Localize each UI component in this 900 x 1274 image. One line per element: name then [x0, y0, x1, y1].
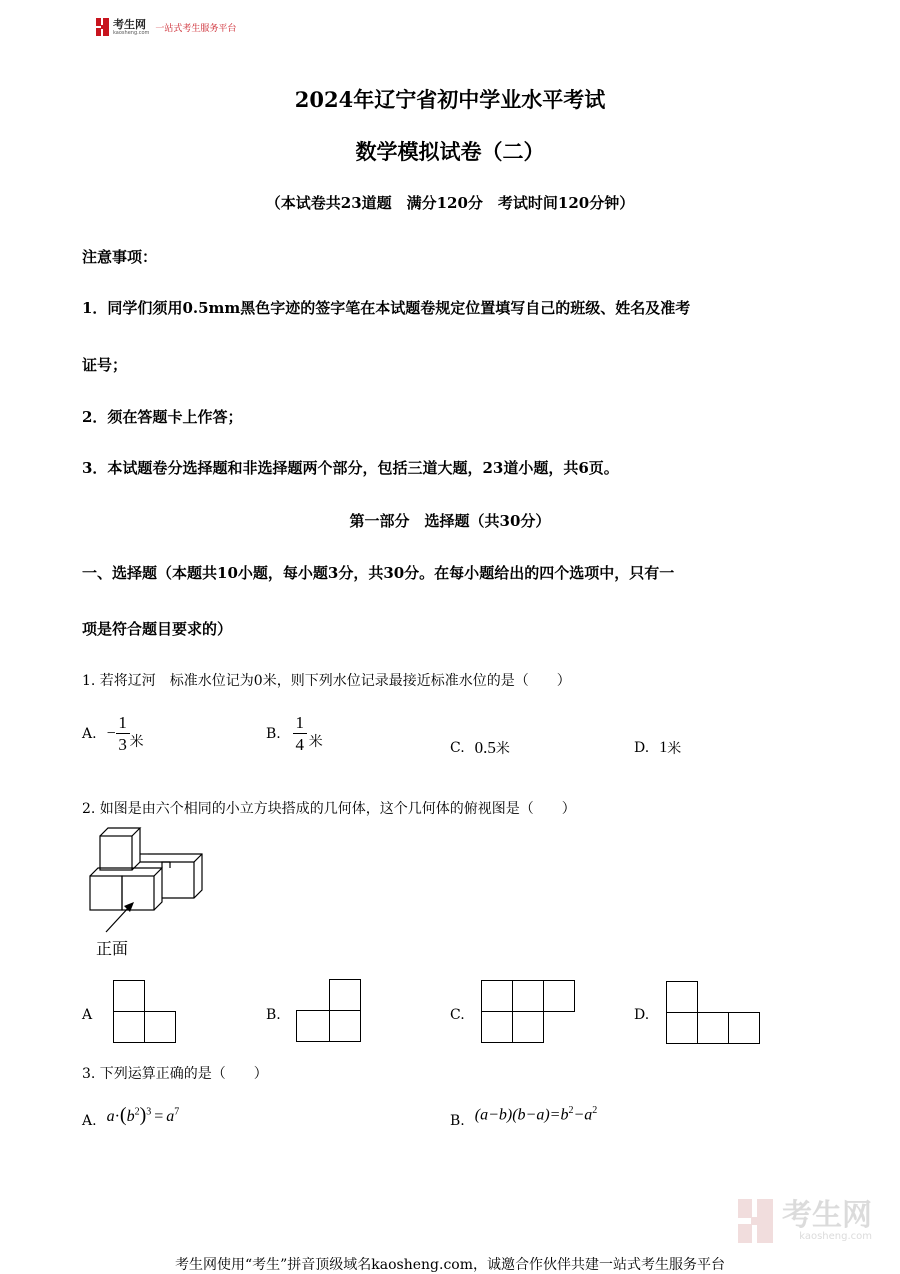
q1-option-a[interactable] — [82, 714, 144, 753]
q2-option-b-view[interactable] — [296, 979, 362, 1043]
grid-cell — [113, 980, 145, 1012]
q2-d-label[interactable]: D. — [634, 1007, 650, 1023]
page-title: 2024年辽宁省初中学业水平考试 — [294, 87, 606, 112]
exam-info: （本试卷共23道题 满分120分 考试时间120分钟） — [265, 194, 635, 212]
q2-c-label[interactable]: C. — [450, 1007, 465, 1023]
q2-stem: 2. 如图是由六个相同的小立方块搭成的几何体，这个几何体的俯视图是（ ） — [82, 801, 576, 817]
q3-option-b[interactable] — [450, 1100, 597, 1130]
q3-b-expr — [475, 1105, 598, 1124]
grid-cell — [697, 1012, 729, 1044]
bottom-cube-2-side — [154, 868, 162, 910]
grid-cell — [512, 1011, 544, 1043]
q1-a-label: A. — [82, 725, 97, 742]
header-logo[interactable] — [96, 18, 236, 36]
q1-c-value: 0.5 — [474, 738, 496, 757]
section1-instructions-cont: 项是符合题目要求的） — [82, 620, 233, 638]
q1-c-unit: 米 — [495, 741, 510, 757]
exp-outer: 3 — [146, 1106, 152, 1118]
q2-b-label[interactable]: B. — [266, 1007, 281, 1023]
page-subtitle: 数学模拟试卷（二） — [355, 139, 545, 164]
top-cube-front — [100, 836, 132, 870]
q1-a-unit: 米 — [129, 734, 144, 750]
q3-stem: 3. 下列运算正确的是（ ） — [82, 1066, 268, 1082]
page-footer: 考生网使用“考生”拼音顶级域名kaosheng.com，诚邀合作伙伴共建一站式考生服务平台 — [174, 1257, 726, 1273]
grid-cell — [666, 1012, 698, 1044]
watermark-name: 考生网 — [782, 1197, 872, 1233]
grid-cell — [512, 980, 544, 1012]
exp-2: 2 — [592, 1105, 598, 1117]
q1-b-label: B. — [266, 725, 281, 742]
var-b: b — [126, 1107, 135, 1125]
q1-d-value: 1 — [659, 739, 668, 756]
q1-b-unit: 米 — [308, 734, 323, 750]
exp-inner: 2 — [134, 1106, 140, 1118]
grid-cell — [666, 981, 698, 1013]
grid-cell — [329, 1010, 361, 1042]
grid-cell — [329, 979, 361, 1011]
q3-b-label: B. — [450, 1113, 465, 1129]
grid-cell — [728, 1012, 760, 1044]
q1-a-sign: − — [106, 724, 116, 742]
notice-item-1-cont: 证号； — [82, 356, 128, 374]
top-cube-top — [100, 828, 140, 836]
q1-b-num: 1 — [295, 713, 304, 732]
notice-item-2: 2．须在答题卡上作答； — [82, 408, 243, 426]
part1-heading: 第一部分 选择题（共30分） — [349, 512, 551, 530]
expr-main: (a−b)(b−a)=b — [474, 1106, 569, 1124]
var-a-result: a — [166, 1107, 175, 1125]
dot: · — [114, 1107, 120, 1125]
q2-option-a-view[interactable] — [113, 980, 177, 1044]
q1-b-fraction — [293, 714, 307, 753]
q1-b-den: 4 — [295, 735, 304, 754]
bottom-cube-1 — [90, 876, 122, 910]
q3-a-expr: $a\cdot(b^2)^3 = a^7$ — [106, 1103, 180, 1126]
watermark — [738, 1199, 872, 1243]
q1-a-num: 1 — [118, 713, 127, 732]
front-label: 正面 — [96, 939, 129, 958]
notice-item-1: 1．同学们须用0.5mm黑色字迹的签字笔在本试题卷规定位置填写自己的班级、姓名及准考 — [82, 299, 691, 317]
grid-cell — [543, 980, 575, 1012]
notice-item-3: 3．本试题卷分选择题和非选择题两个部分，包括三道大题，23道小题，共6页。 — [82, 459, 619, 477]
grid-cell — [296, 1010, 330, 1042]
q1-c-label: C. — [450, 740, 465, 756]
q3-option-a[interactable] — [82, 1100, 179, 1130]
q1-a-fraction — [116, 714, 130, 753]
eq: = — [154, 1107, 164, 1125]
grid-cell — [144, 1011, 176, 1043]
grid-cell — [113, 1011, 145, 1043]
q2-option-d-view[interactable] — [666, 981, 760, 1045]
watermark-logo-icon — [738, 1199, 778, 1243]
var-a: a — [106, 1107, 115, 1125]
q1-option-d[interactable] — [634, 738, 681, 758]
expr-minus-a: −a — [573, 1106, 593, 1124]
exp-1: 2 — [568, 1105, 574, 1117]
exp-result: 7 — [174, 1106, 180, 1118]
section1-instructions: 一、选择题（本题共10小题，每小题3分，共30分。在每小题给出的四个选项中，只有一 — [82, 564, 675, 582]
q1-stem: 1. 若将辽河 标准水位记为0米，则下列水位记录最接近标准水位的是（ ） — [82, 673, 571, 689]
watermark-url: kaosheng.com — [799, 1230, 872, 1242]
q3-a-label: A. — [82, 1113, 97, 1129]
q1-d-unit: 米 — [667, 741, 682, 757]
grid-cell — [481, 1011, 513, 1043]
logo-slogan: 一站式考生服务平台 — [155, 23, 237, 34]
q1-option-c[interactable] — [450, 738, 510, 758]
q2-option-c-view[interactable] — [481, 980, 577, 1044]
notice-heading: 注意事项： — [82, 248, 158, 266]
q2-cube-figure — [86, 826, 216, 938]
q1-a-den: 3 — [118, 735, 127, 754]
q1-option-b[interactable] — [266, 714, 323, 753]
q2-a-label[interactable]: A — [82, 1007, 93, 1023]
logo-wordmark: 考生网 kaosheng.com — [113, 17, 150, 36]
q1-d-label: D. — [634, 740, 650, 756]
kaosheng-logo-icon — [96, 18, 110, 36]
grid-cell — [481, 980, 513, 1012]
